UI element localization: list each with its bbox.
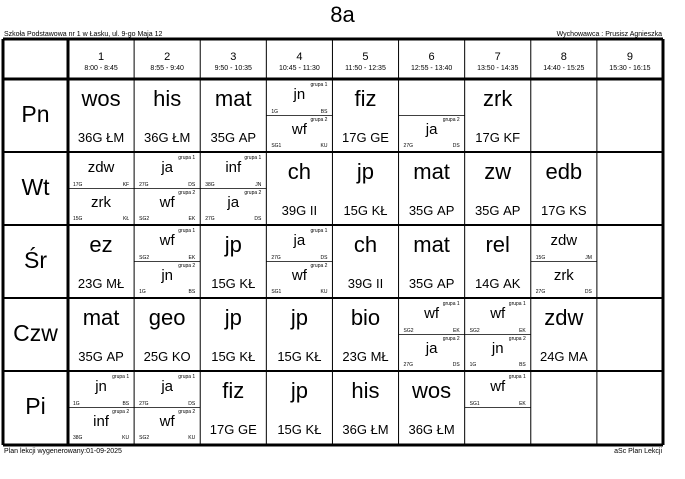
room: 15G <box>211 276 236 291</box>
lesson-cell-split <box>467 300 529 369</box>
subject: jn <box>161 266 173 284</box>
teacher: KŁ <box>371 203 388 218</box>
lesson-cell <box>136 81 198 150</box>
room: 15G <box>535 254 546 261</box>
room-teacher <box>268 422 330 437</box>
teacher: ŁM <box>436 422 455 437</box>
group-label: grupa 2 <box>112 408 130 415</box>
subject: bio <box>350 305 381 330</box>
teacher: BS <box>122 400 130 407</box>
room: 1G <box>271 108 278 115</box>
room: 36G <box>77 130 103 145</box>
lesson-cell <box>202 81 264 150</box>
lesson-cell <box>467 227 529 296</box>
room: 36G <box>342 422 367 437</box>
room: SG2 <box>139 435 150 441</box>
subject: zw <box>484 159 512 184</box>
group-lesson <box>202 154 264 189</box>
lesson-cell <box>334 81 396 150</box>
room: SG2 <box>469 327 480 334</box>
room: 35G <box>210 130 236 145</box>
lesson-cell <box>70 227 132 296</box>
teacher: DS <box>188 181 196 188</box>
teacher: AK <box>503 276 521 291</box>
room: 27G <box>403 362 413 368</box>
room: 17G <box>541 203 566 218</box>
group-lesson <box>70 373 132 408</box>
group-label: grupa 1 <box>310 82 328 88</box>
room: 35G <box>408 203 434 218</box>
lesson-cell-split <box>401 300 463 369</box>
teacher: KŁ <box>239 276 256 291</box>
lesson-cell <box>334 373 396 442</box>
lesson-cell <box>136 300 198 369</box>
teacher: BS <box>320 108 328 115</box>
lesson-cell <box>268 373 330 442</box>
subject: wf <box>159 412 175 430</box>
teacher: DS <box>188 400 196 407</box>
subject: fiz <box>354 86 377 111</box>
room-teacher <box>334 349 396 364</box>
subject: rel <box>485 232 510 257</box>
period-number: 8 <box>560 51 567 63</box>
teacher: KU <box>320 289 328 295</box>
period-number: 7 <box>494 51 501 63</box>
lesson-cell-split <box>268 81 330 150</box>
room: 17G <box>209 422 235 437</box>
subject: ja <box>425 339 438 357</box>
group-lesson <box>268 227 330 262</box>
group-label: grupa 1 <box>178 228 196 234</box>
group-label: grupa 1 <box>508 301 526 307</box>
subject: mat <box>413 232 450 257</box>
teacher: AP <box>106 349 124 364</box>
group-label: grupa 1 <box>244 155 262 161</box>
room-teacher <box>401 422 463 437</box>
room: 36G <box>144 130 169 145</box>
room-teacher <box>136 130 198 145</box>
day-label: Śr <box>24 247 47 273</box>
room: 17G <box>73 181 83 188</box>
app-name: aSc Plan Lekcji <box>614 448 662 455</box>
lesson-cell <box>334 227 396 296</box>
period-time: 8:55 - 9:40 <box>150 65 184 72</box>
group-label: grupa 1 <box>178 374 196 380</box>
room: 27G <box>271 254 281 261</box>
teacher: KS <box>569 203 587 218</box>
room-teacher <box>467 130 529 145</box>
group-label: grupa 1 <box>112 374 130 380</box>
group-label: grupa 2 <box>178 262 196 269</box>
period-time: 14:40 - 15:25 <box>543 65 585 72</box>
subject: wos <box>81 86 121 111</box>
teacher: GE <box>370 130 389 145</box>
subject: zdw <box>87 159 115 176</box>
subject: jn <box>491 339 504 357</box>
room: 35G <box>408 276 434 291</box>
room: 27G <box>139 181 149 188</box>
period-time: 11:50 - 12:35 <box>345 65 386 72</box>
lesson-cell <box>202 373 264 442</box>
teacher: DS <box>452 362 460 368</box>
group-lesson <box>401 300 463 335</box>
teacher: DS <box>452 143 460 149</box>
lesson-cell <box>401 373 463 442</box>
lesson-cell <box>401 154 463 223</box>
teacher: EK <box>519 400 526 407</box>
lesson-cell <box>70 81 132 150</box>
room-teacher <box>533 349 595 364</box>
period-number: 3 <box>230 51 237 63</box>
room: 38G <box>205 181 215 188</box>
teacher: AP <box>437 203 455 218</box>
school-name: Szkoła Podstawowa nr 1 w Łasku, ul. 9-go Maja 12 <box>4 31 163 38</box>
lesson-cell <box>202 227 264 296</box>
subject: zdw <box>550 232 578 249</box>
group-lesson <box>202 189 264 224</box>
subject: zrk <box>483 86 513 111</box>
lesson-cell <box>334 154 396 223</box>
subject: mat <box>413 159 450 184</box>
period-header <box>200 51 266 73</box>
period-number: 6 <box>428 51 435 63</box>
group-label: grupa 2 <box>442 335 460 342</box>
subject: ja <box>227 193 240 211</box>
day-label: Pn <box>21 101 50 127</box>
subject: fiz <box>222 378 245 403</box>
teacher: GE <box>237 422 257 437</box>
period-header <box>399 51 465 73</box>
lesson-cell <box>70 300 132 369</box>
subject: ja <box>161 378 173 395</box>
period-number: 1 <box>97 51 105 63</box>
subject: zdw <box>544 305 584 330</box>
room: 15G <box>277 349 302 364</box>
subject: jp <box>224 305 242 330</box>
room: 1G <box>139 289 146 295</box>
teacher: KF <box>122 181 130 188</box>
room: 15G <box>211 349 236 364</box>
group-lesson <box>136 154 198 189</box>
teacher: ŁM <box>172 130 191 145</box>
group-lesson <box>268 116 330 151</box>
room-teacher <box>268 349 330 364</box>
group-lesson <box>401 335 463 370</box>
class-title: 8a <box>330 2 355 27</box>
room: 15G <box>343 203 369 218</box>
room-teacher <box>467 276 529 291</box>
period-header <box>332 51 398 73</box>
period-time: 10:45 - 11:30 <box>279 65 320 72</box>
homeroom-teacher: Wychowawca : Prusisz Agnieszka <box>556 31 662 38</box>
room: 27G <box>403 143 413 149</box>
period-number: 5 <box>362 51 369 63</box>
room: SG2 <box>403 327 414 334</box>
subject: his <box>351 378 380 403</box>
group-label: grupa 2 <box>244 189 262 196</box>
teacher: DS <box>254 216 262 222</box>
subject: wf <box>490 378 506 395</box>
teacher: KO <box>171 349 191 364</box>
lesson-cell-split <box>136 373 198 442</box>
subject: zrk <box>553 266 574 284</box>
room-teacher <box>202 130 264 145</box>
period-number: 4 <box>296 51 303 63</box>
group-label: grupa 2 <box>442 116 460 123</box>
subject: ch <box>287 159 311 184</box>
teacher: ŁM <box>370 422 389 437</box>
lesson-cell <box>202 300 264 369</box>
group-lesson <box>136 408 198 443</box>
subject: geo <box>148 305 186 330</box>
room: 17G <box>475 130 500 145</box>
lesson-cell <box>268 300 330 369</box>
teacher: KU <box>122 435 130 441</box>
lesson-cell <box>467 154 529 223</box>
lesson-cell <box>401 227 463 296</box>
subject: jp <box>290 378 308 403</box>
group-label: grupa 2 <box>310 116 328 123</box>
room-teacher <box>334 203 396 218</box>
teacher: JN <box>255 181 262 188</box>
room: 23G <box>77 276 103 291</box>
room-teacher <box>334 276 396 291</box>
group-label: grupa 1 <box>442 301 460 307</box>
room: 23G <box>342 349 367 364</box>
teacher: MŁ <box>106 276 125 291</box>
group-lesson <box>136 189 198 224</box>
period-number: 9 <box>626 51 633 63</box>
room: 17G <box>341 130 367 145</box>
group-label: grupa 2 <box>178 189 196 196</box>
room: 36G <box>408 422 434 437</box>
generated-date: Plan lekcji wygenerowany:01-09-2025 <box>4 448 122 455</box>
room: 24G <box>539 349 565 364</box>
lesson-cell <box>268 154 330 223</box>
lesson-cell-split <box>533 227 595 296</box>
lesson-cell-split <box>136 154 198 223</box>
subject: wf <box>490 305 506 322</box>
lesson-cell-split <box>401 81 463 150</box>
room: 25G <box>143 349 169 364</box>
period-header <box>266 51 332 73</box>
lesson-cell <box>533 300 595 369</box>
teacher: KU <box>320 143 328 149</box>
group-lesson <box>268 262 330 297</box>
room-teacher <box>401 203 463 218</box>
teacher: AP <box>437 276 455 291</box>
day-label: Czw <box>13 320 58 346</box>
room-teacher <box>334 422 396 437</box>
room: 15G <box>277 422 302 437</box>
group-lesson <box>467 373 529 408</box>
room-teacher <box>202 276 264 291</box>
group-lesson <box>136 227 198 262</box>
subject: jp <box>356 159 375 184</box>
subject: inf <box>225 159 242 176</box>
teacher: BS <box>188 289 196 295</box>
group-lesson <box>467 335 529 370</box>
group-lesson <box>401 116 463 151</box>
subject: wf <box>424 305 440 322</box>
subject: edb <box>545 159 583 184</box>
room: 35G <box>474 203 500 218</box>
room: 38G <box>73 435 83 441</box>
room-teacher <box>533 203 595 218</box>
period-time: 12:55 - 13:40 <box>410 65 453 72</box>
day-label: Pi <box>25 393 46 419</box>
subject: wf <box>159 232 175 249</box>
room: SG1 <box>469 400 480 407</box>
room-teacher <box>70 349 132 364</box>
group-lesson <box>70 408 132 443</box>
room: 39G <box>347 276 373 291</box>
teacher: KŁ <box>305 422 322 437</box>
subject: zrk <box>91 193 112 211</box>
room: 27G <box>205 216 215 222</box>
group-lesson <box>70 189 132 224</box>
room-teacher <box>268 203 330 218</box>
teacher: EK <box>188 216 196 222</box>
room: 1G <box>469 362 477 368</box>
lesson-cell-split <box>70 154 132 223</box>
room: 39G <box>281 203 307 218</box>
teacher: KŁ <box>239 349 256 364</box>
teacher: MŁ <box>370 349 389 364</box>
lesson-cell <box>467 81 529 150</box>
group-lesson <box>467 300 529 335</box>
lesson-cell-split <box>70 373 132 442</box>
period-time: 8:00 - 8:45 <box>84 65 118 72</box>
period-header <box>531 51 597 73</box>
teacher: AP <box>238 130 257 145</box>
room-teacher <box>467 203 529 218</box>
period-number: 2 <box>164 51 171 63</box>
teacher: II <box>375 276 384 291</box>
teacher: KU <box>188 435 196 441</box>
room-teacher <box>136 349 198 364</box>
teacher: EK <box>519 327 526 334</box>
period-header <box>465 51 531 73</box>
group-label: grupa 2 <box>310 262 328 269</box>
lesson-cell-split <box>202 154 264 223</box>
subject: wos <box>412 378 452 403</box>
room: 27G <box>139 400 149 407</box>
subject: mat <box>82 305 120 330</box>
subject: wf <box>291 120 307 138</box>
group-label: grupa 2 <box>508 335 526 342</box>
period-header <box>597 51 663 73</box>
teacher: DS <box>584 289 592 295</box>
lesson-cell-split <box>136 227 198 296</box>
subject: ja <box>293 232 306 249</box>
room: SG1 <box>271 143 282 149</box>
group-lesson <box>533 227 595 262</box>
room: 14G <box>474 276 500 291</box>
room-teacher <box>70 276 132 291</box>
room: SG2 <box>139 254 150 261</box>
group-label: grupa 1 <box>178 155 196 161</box>
day-label: Wt <box>21 174 50 200</box>
subject: jp <box>224 232 242 257</box>
group-lesson <box>268 81 330 116</box>
subject: ja <box>161 159 173 176</box>
subject: ch <box>353 232 378 257</box>
room: SG1 <box>271 289 282 295</box>
teacher: KŁ <box>122 216 130 222</box>
lesson-cell <box>533 154 595 223</box>
group-lesson <box>136 262 198 297</box>
subject: ez <box>89 232 113 257</box>
subject: his <box>153 86 182 111</box>
room: SG2 <box>139 216 150 222</box>
lesson-cell <box>334 300 396 369</box>
teacher: EK <box>452 327 460 334</box>
teacher: DS <box>320 254 328 261</box>
teacher: II <box>309 203 318 218</box>
room: 35G <box>78 349 103 364</box>
subject: wf <box>291 266 307 284</box>
subject: jn <box>95 378 107 395</box>
group-label: grupa 1 <box>310 228 328 234</box>
group-lesson <box>533 262 595 297</box>
subject: mat <box>214 86 252 111</box>
period-time: 15:30 - 16:15 <box>609 65 651 72</box>
period-time: 13:50 - 14:35 <box>477 65 519 72</box>
group-label: grupa 2 <box>178 408 196 415</box>
period-time: 9:50 - 10:35 <box>214 65 252 72</box>
subject: ja <box>425 120 438 138</box>
room-teacher <box>334 130 396 145</box>
group-lesson <box>136 373 198 408</box>
teacher: KF <box>503 130 521 145</box>
group-label: grupa 1 <box>508 374 526 380</box>
lesson-cell-split <box>467 373 529 442</box>
teacher: AP <box>503 203 521 218</box>
period-header <box>134 51 200 73</box>
teacher: MA <box>568 349 588 364</box>
teacher: KŁ <box>305 349 322 364</box>
teacher: JM <box>585 254 592 261</box>
subject: wf <box>159 193 175 211</box>
room-teacher <box>70 130 132 145</box>
subject: jp <box>290 305 308 330</box>
period-header <box>68 51 134 73</box>
room-teacher <box>202 422 264 437</box>
group-lesson <box>70 154 132 189</box>
lesson-cell-split <box>268 227 330 296</box>
teacher: ŁM <box>106 130 125 145</box>
room-teacher <box>202 349 264 364</box>
room-teacher <box>401 276 463 291</box>
room: 15G <box>73 216 83 222</box>
teacher: EK <box>188 254 196 261</box>
room: 1G <box>73 400 80 407</box>
subject: inf <box>93 412 109 430</box>
room: 27G <box>535 289 546 295</box>
teacher: BS <box>519 362 526 368</box>
subject: jn <box>293 86 306 103</box>
